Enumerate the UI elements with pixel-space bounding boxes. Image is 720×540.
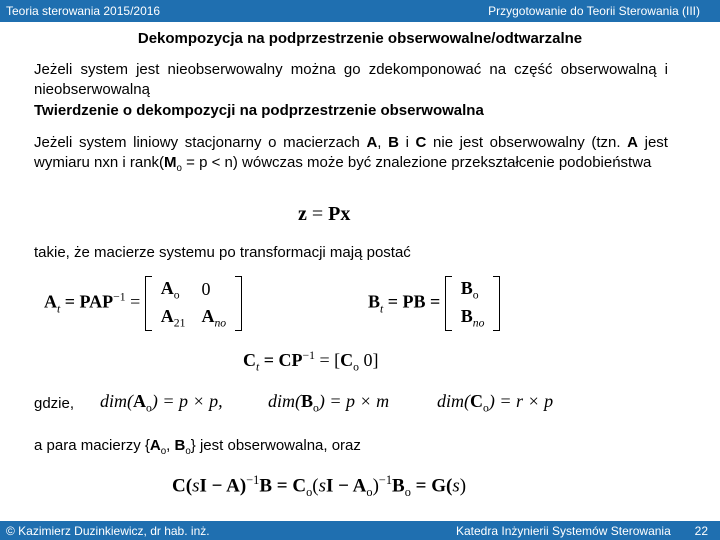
matrix-At: $A_o$ 0 $A_{21}$ $A_{no}$: [145, 276, 242, 331]
page-number: 22: [694, 524, 708, 538]
department: Katedra Inżynierii Systemów Sterowania: [456, 524, 671, 538]
equation-transfer-function: $C(sI - A)^{-1}B = C_o(sI - A_o)^{-1}B_o = G(s)$: [172, 473, 467, 500]
dim-Co: $dim(C_o) = r \times p$: [437, 391, 554, 415]
footer-bar: [0, 521, 720, 540]
equation-Ct: $C_t = CP^{-1} = [C_o$ 0]: [243, 349, 379, 374]
matrix-Bt: $B_o$ $B_{no}$: [445, 276, 501, 331]
course-title: Teoria sterowania 2015/2016: [6, 4, 161, 18]
lecture-title: Przygotowanie do Teorii Sterowania (III): [488, 4, 700, 18]
gdzie-label: gdzie,: [34, 395, 75, 412]
header-bar: [0, 0, 720, 22]
slide-title: Dekompozycja na podprzestrzenie obserwowalne/odtwarzalne: [137, 30, 583, 47]
pair-text: a para macierzy {$A_o$, $B_o$} jest obserwowalna, oraz: [34, 437, 361, 457]
equation-z-px: z = Px: [298, 203, 351, 225]
equation-At: $A_t = PAP^{-1}$ = $A_o$ 0 $A_{21}$ $A_{no}$: [44, 276, 242, 331]
author: © Kazimierz Duzinkiewicz, dr hab. inż.: [6, 524, 210, 538]
theorem-title: Twierdzenie o dekompozycji na podprzestrzenie obserwowalna: [34, 102, 484, 119]
equation-Bt: $B_t$ = PB = $B_o$ $B_{no}$: [368, 276, 500, 331]
intro-text: Jeżeli system jest nieobserwowalny można go zdekomponować na część obserwowalną i nieobserwowalną: [34, 61, 668, 98]
dim-Ao: $dim(A_o) = p \times p$,: [100, 391, 223, 415]
dim-Bo: $dim(B_o) = p \times m$: [268, 391, 390, 415]
transform-text: takie, że macierze systemu po transformacji mają postać: [34, 244, 411, 261]
theorem-text: Jeżeli system liniowy stacjonarny o macierzach A, B i C nie jest obserwowalny (tzn. A jest wymiaru nxn i $rank(M_o = p < n)$ wówczas może być znalezione przekształcenie podobieństwa: [34, 134, 668, 174]
